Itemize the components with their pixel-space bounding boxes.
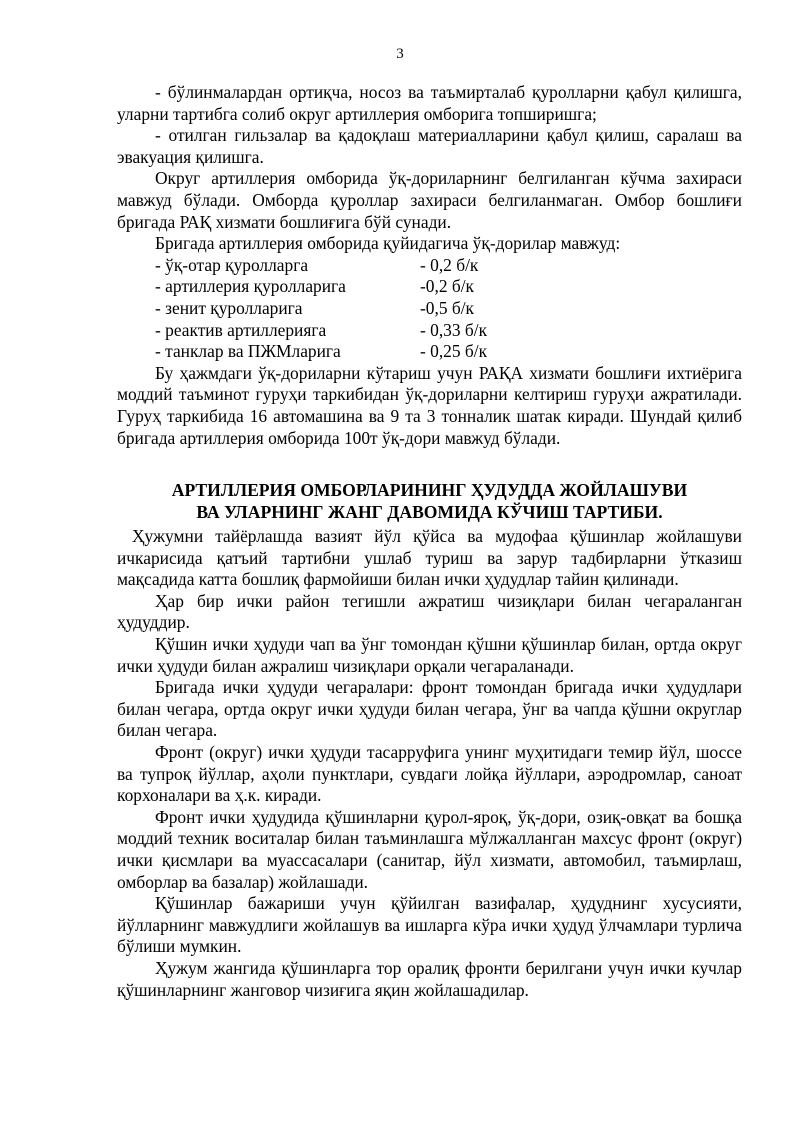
- section-paragraph-3: Қўшин ички ҳудуди чап ва ўнг томондан қўшни қўшинлар билан, ортда округ ички ҳудуди билан ажралиш чизиқлари орқали чегараланади.: [117, 634, 742, 676]
- ammo-item-name: - ўқ-отар қуролларга: [155, 254, 309, 275]
- paragraph-after-list: Бу ҳажмдаги ўқ-дориларни кўтариш учун РАҚА хизмати бошлиғи ихтиёрига моддий таъминот гуруҳи таркибидан ўқ-дориларни келтириш гуруҳи ажратилади. Гуруҳ таркибида 16 автомашина ва 9 та 3 тонналик шатак киради. Шундай қилиб бригада артиллерия омборида 100т ўқ-дори мавжуд бўлади.: [117, 362, 742, 448]
- paragraph-intro-1: - бўлинмалардан ортиқча, носоз ва таъмирталаб қуролларни қабул қилишга, уларни тартибга солиб округ артиллерия омборига топширишга;: [117, 82, 742, 124]
- paragraph-intro-4: Бригада артиллерия омборида қуйидагича ўқ-дорилар мавжуд:: [155, 233, 621, 254]
- list-item: [155, 320, 742, 342]
- section-heading: [117, 479, 742, 523]
- ammo-item-name: - зенит қуролларига: [155, 297, 303, 318]
- list-item: [155, 341, 742, 363]
- ammo-item-value: - 0,2 б/к: [420, 254, 479, 275]
- section-heading-line-2: ВА УЛАРНИНГ ЖАНГ ДАВОМИДА КЎЧИШ ТАРТИБИ.: [196, 502, 663, 523]
- ammo-item-name: - танклар ва ПЖМларига: [155, 341, 341, 362]
- list-item: [155, 298, 742, 320]
- ammo-item-name: - артиллерия қуролларига: [155, 276, 346, 297]
- paragraph-intro-2: - отилган гильзалар ва қадоқлаш материалларини қабул қилиш, саралаш ва эвакуация қилишга.: [117, 125, 742, 167]
- section-paragraph-5: Фронт (округ) ички ҳудуди тасарруфига унинг муҳитидаги темир йўл, шоссе ва тупроқ йўллар, аҳоли пунктлари, сувдаги лойқа йўллари, аэродромлар, саноат корхоналари ва ҳ.к. киради.: [117, 742, 742, 806]
- section-paragraph-1: Ҳужумни тайёрлашда вазият йўл қўйса ва мудофаа қўшинлар жойлашуви ичкарисида қатъий тартибни ушлаб туриш ва зарур тадбирларни ўтказиш мақсадида катта бошлиқ фармойиши билан ички ҳудудлар тайин қилинади.: [117, 526, 742, 590]
- section-paragraph-2: Ҳар бир ички район тегишли ажратиш чизиқлари билан чегараланган ҳудуддир.: [117, 590, 742, 633]
- document-body: [117, 82, 742, 1001]
- paragraph-intro-3: Округ артиллерия омборида ўқ-дориларнинг белгиланган кўчма захираси мавжуд бўлади. Омборда қуроллар захираси белгиланмаган. Омбор бошлиғи бригада РАҚ хизмати бошлиғига бўй сунади.: [117, 168, 742, 232]
- ammo-list: [155, 255, 742, 363]
- ammo-item-name: - реактив артиллерияга: [155, 319, 327, 340]
- section-paragraph-8: Ҳужум жангида қўшинларга тор оралиқ фронти берилгани учун ички кучлар қўшинларнинг жанговор чизиғига яқин жойлашадилар.: [117, 957, 742, 1000]
- section-paragraph-6: Фронт ички ҳудудида қўшинларни қурол-яроқ, ўқ-дори, озиқ-овқат ва бошқа моддий техник воситалар билан таъминлашга мўлжалланган махсус фронт (округ) ички қисмлари ва муассасалари (санитар, йўл хизмати, автомобил, таъмирлаш, омборлар ва базалар) жойлашади.: [117, 806, 742, 892]
- list-item: [155, 255, 742, 277]
- ammo-item-value: -0,2 б/к: [420, 276, 475, 297]
- list-item: [155, 276, 742, 298]
- ammo-item-value: - 0,25 б/к: [420, 341, 488, 362]
- section-heading-line-1: АРТИЛЛЕРИЯ ОМБОРЛАРИНИНГ ҲУДУДДА ЖОЙЛАШУВИ: [171, 480, 688, 501]
- ammo-item-value: - 0,33 б/к: [420, 319, 488, 340]
- ammo-item-value: -0,5 б/к: [420, 297, 475, 318]
- section-paragraph-7: Қўшинлар бажариши учун қўйилган вазифалар, ҳудуднинг хусусияти, йўлларнинг мавжудлиги жойлашув ва ишларга кўра ички ҳудуд ўлчамлари турлича бўлиши мумкин.: [117, 893, 742, 957]
- page-number: 3: [396, 46, 404, 62]
- section-paragraph-4: Бригада ички ҳудуди чегаралари: фронт томондан бригада ички ҳудудлари билан чегара, ортда округ ички ҳудуди билан чегара, ўнг ва чапда қўшни округлар билан чегара.: [117, 677, 742, 741]
